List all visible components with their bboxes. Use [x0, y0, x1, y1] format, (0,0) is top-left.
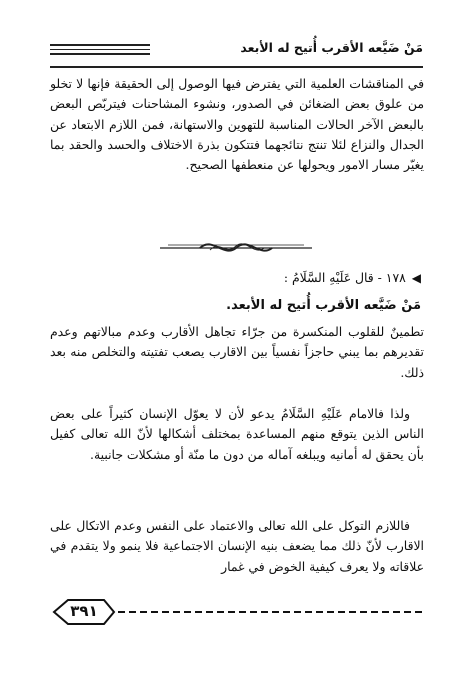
item-heading: [47, 268, 421, 288]
paragraph-1: في المناقشات العلمية التي يفترض فيها الوصول إلى الحقيقة فإنها لا تخلو من علوق بعض الضغائن في الصدور، ونشوء المشاحنات فيتربّص البعض بالبعض الآخر الحالات المناسبة للتهوين والاستهانة، فمن اللازم الابتعاد عن الجدال والنزاع لئلا تنتج نتائجهما فتتكون بذرة الاختلاف والحسد والحقد بما يغيّر مسار الامور ويحولها عن منعطفها الصحيح.: [50, 76, 424, 173]
page-number: ٣٩١: [70, 602, 98, 620]
paragraph-4: [50, 516, 424, 577]
paragraph-2: تطمينٌ للقلوب المنكسرة من جرّاء تجاهل الأقارب وعدم مبالاتهم وعدم تقديرهم بما يبني حاجزاً نفسياً بين الاقارب يصعب تفتيته والتخلص منه بعد ذلك.: [50, 324, 424, 380]
page-number-frame: [50, 594, 430, 630]
header-divider: [50, 66, 423, 68]
paragraph-4-text: فاللازم التوكل على الله تعالى والاعتماد على النفس وعدم الاتكال على الاقارب لأنّ ذلك مما يضعف بنيه الإنسان الاجتماعية فلا ينمو ولا يتقدم في علاقاته ولا يعرف كيفية الخوض في غمار: [50, 518, 424, 574]
saying-quote: مَنْ ضَيَّعه الأقرب أُتيح له الأبعد.: [226, 298, 421, 313]
page-header: [50, 38, 423, 60]
header-rules: [50, 44, 150, 58]
running-title: مَنْ ضَيَّعه الأقرب أُتيح له الأبعد: [240, 40, 423, 55]
paragraph-3-text: ولذا فالامام عَلَيْهِ السَّلَامُ يدعو لأن لا يعوّل الإنسان كثيراً على بعض الناس الذين يتوقع منهم المساعدة بمختلف أشكالها لأنّ الله تعالى كفيل بأن يحقق له أمانيه ويبلغه آماله من دون ما منّة أو مشكلات جانبية.: [50, 406, 424, 462]
ornament-divider: [160, 236, 312, 260]
page-footer: [50, 594, 430, 630]
arrow-left-icon: ◀: [411, 271, 421, 285]
item-heading-text: ١٧٨ - قال عَلَيْهِ السَّلَامُ :: [283, 270, 406, 285]
paragraph-3: [50, 404, 424, 465]
